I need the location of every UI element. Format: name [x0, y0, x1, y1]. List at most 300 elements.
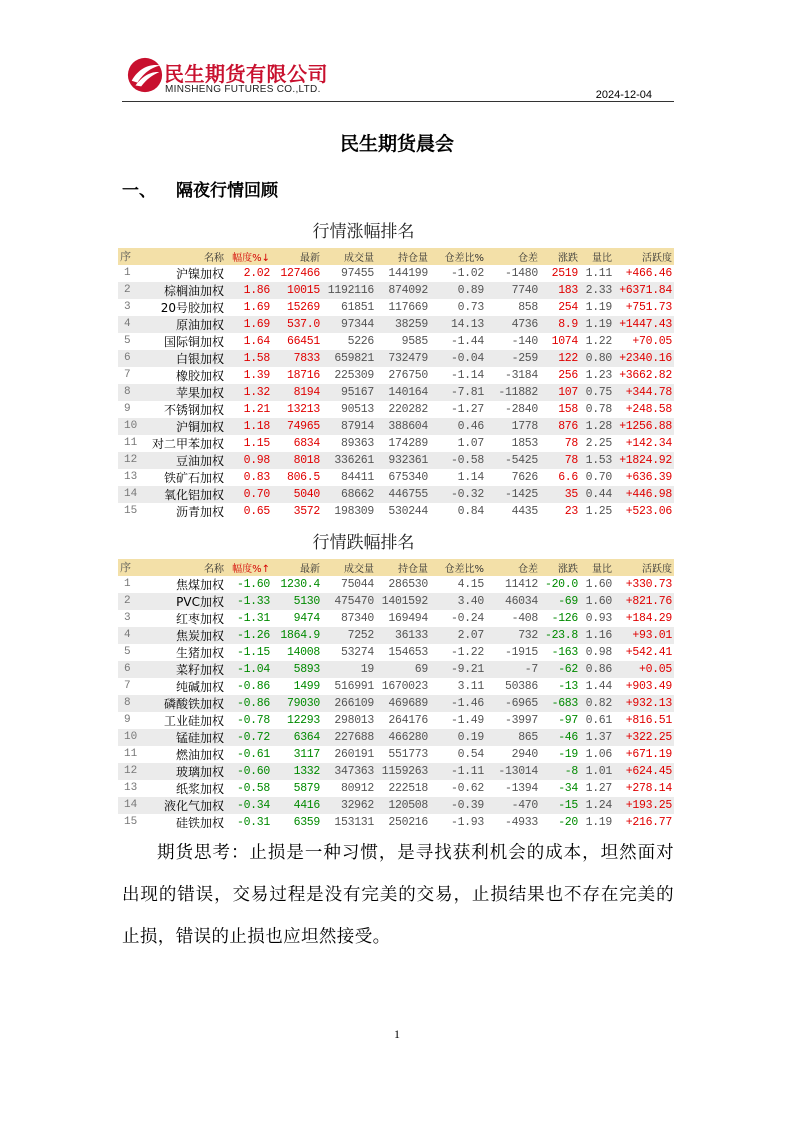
gainers-cell-volume: 89363 — [340, 436, 374, 450]
losers-cell-change-pct: -1.31 — [236, 611, 270, 625]
gainers-cell-latest: 13213 — [286, 402, 320, 416]
losers-cell-open-interest: 36133 — [376, 627, 430, 644]
page-number: 1 — [394, 1027, 400, 1041]
losers-cell-volume: 7252 — [322, 627, 376, 644]
gainers-cell-oi-change-pct: -1.44 — [450, 334, 484, 348]
table-row — [118, 814, 674, 831]
table-row — [118, 401, 674, 418]
gainers-header-price-change: 涨跌 — [540, 248, 580, 265]
gainers-cell-name: 沪铜加权 — [142, 418, 226, 435]
table-row — [118, 644, 674, 661]
gainers-cell-price-change: 35 — [540, 486, 580, 503]
minsheng-logo-icon — [126, 56, 164, 94]
losers-header-change-pct: 幅度%↑ — [226, 559, 272, 576]
losers-cell-activity: +932.13 — [614, 695, 674, 712]
losers-cell-open-interest: 222518 — [388, 781, 428, 795]
gainers-cell-latest: 8194 — [272, 384, 322, 401]
losers-cell-oi-change-pct: -1.11 — [430, 763, 486, 780]
losers-cell-oi-change-pct: -1.46 — [430, 695, 486, 712]
gainers-cell-change-pct: 0.83 — [243, 470, 270, 484]
losers-cell-open-interest: 154653 — [388, 645, 428, 659]
gainers-cell-oi-change-pct: 0.46 — [430, 418, 486, 435]
table-row — [118, 503, 674, 520]
gainers-cell-activity: +1256.88 — [614, 418, 674, 435]
page-header — [122, 52, 674, 102]
losers-cell-activity: +624.45 — [614, 763, 674, 780]
losers-cell-activity: +816.51 — [625, 713, 672, 727]
losers-cell-name: 锰硅加权 — [142, 729, 226, 746]
gainers-cell-rank: 2 — [118, 282, 142, 299]
gainers-cell-activity: +344.78 — [614, 384, 674, 401]
losers-cell-latest: 3117 — [293, 747, 320, 761]
losers-cell-activity: +278.14 — [625, 781, 672, 795]
losers-cell-volume: 475470 — [322, 593, 376, 610]
table-row — [118, 299, 674, 316]
losers-cell-rank: 13 — [124, 782, 138, 795]
losers-cell-volume-ratio: 1.06 — [585, 747, 612, 761]
gainers-cell-open-interest: 174289 — [388, 436, 428, 450]
gainers-cell-name: 原油加权 — [142, 316, 226, 333]
gainers-cell-latest: 537.0 — [272, 316, 322, 333]
losers-cell-oi-change: -7 — [486, 661, 540, 678]
gainers-cell-name: 20号胶加权 — [160, 300, 224, 315]
losers-cell-change-pct: -1.26 — [226, 627, 272, 644]
gainers-cell-latest: 5040 — [272, 486, 322, 503]
gainers-cell-oi-change: -11882 — [486, 384, 540, 401]
losers-cell-open-interest: 1401592 — [376, 593, 430, 610]
losers-cell-volume-ratio: 1.19 — [585, 815, 612, 829]
losers-cell-change-pct: -0.60 — [226, 763, 272, 780]
losers-cell-change-pct: -0.86 — [236, 679, 270, 693]
losers-cell-volume-ratio: 0.86 — [580, 661, 614, 678]
losers-cell-price-change: -15 — [540, 797, 580, 814]
gainers-cell-price-change: 876 — [540, 418, 580, 435]
gainers-cell-oi-change: -3184 — [504, 368, 538, 382]
losers-cell-volume-ratio: 1.37 — [580, 729, 614, 746]
losers-cell-change-pct: -1.33 — [226, 593, 272, 610]
table-row — [118, 763, 674, 780]
losers-cell-volume-ratio: 0.98 — [585, 645, 612, 659]
gainers-cell-oi-change: 4736 — [486, 316, 540, 333]
losers-header-volume: 成交量 — [322, 559, 376, 576]
gainers-cell-activity: +636.39 — [625, 470, 672, 484]
gainers-cell-change-pct: 1.64 — [243, 334, 270, 348]
losers-cell-latest: 14008 — [286, 645, 320, 659]
losers-cell-activity: +330.73 — [625, 577, 672, 591]
losers-cell-latest: 9474 — [293, 611, 320, 625]
losers-cell-change-pct: -0.31 — [236, 815, 270, 829]
table-row — [118, 678, 674, 695]
losers-cell-volume-ratio: 1.60 — [585, 577, 612, 591]
losers-cell-name: 燃油加权 — [175, 747, 224, 762]
losers-header-oi-change-pct: 仓差比% — [430, 559, 486, 576]
gainers-cell-open-interest: 446755 — [376, 486, 430, 503]
gainers-cell-oi-change: 1853 — [511, 436, 538, 450]
gainers-cell-oi-change-pct: -0.32 — [430, 486, 486, 503]
gainers-cell-activity: +466.46 — [625, 266, 672, 280]
table-row — [118, 627, 674, 644]
losers-cell-rank: 12 — [118, 763, 142, 780]
gainers-cell-price-change: 6.6 — [558, 470, 578, 484]
gainers-cell-oi-change-pct: 0.84 — [457, 504, 484, 518]
losers-cell-name: 红枣加权 — [175, 611, 224, 626]
gainers-cell-rank: 9 — [124, 403, 131, 416]
gainers-cell-oi-change-pct: -1.14 — [450, 368, 484, 382]
losers-cell-latest: 5130 — [272, 593, 322, 610]
losers-cell-name: 纯碱加权 — [175, 679, 224, 694]
gainers-cell-rank: 7 — [124, 369, 131, 382]
gainers-cell-change-pct: 2.02 — [243, 266, 270, 280]
gainers-cell-name: 氧化铝加权 — [142, 486, 226, 503]
gainers-cell-change-pct: 1.15 — [243, 436, 270, 450]
losers-cell-volume: 87340 — [340, 611, 374, 625]
losers-cell-volume: 347363 — [322, 763, 376, 780]
losers-cell-rank: 9 — [124, 714, 131, 727]
losers-cell-activity: +184.29 — [625, 611, 672, 625]
gainers-cell-oi-change-pct: -0.58 — [430, 452, 486, 469]
losers-cell-latest: 1864.9 — [272, 627, 322, 644]
gainers-table — [118, 248, 674, 520]
gainers-cell-oi-change: -5425 — [486, 452, 540, 469]
gainers-cell-latest: 10015 — [272, 282, 322, 299]
losers-cell-activity: +93.01 — [614, 627, 674, 644]
losers-cell-oi-change: 732 — [486, 627, 540, 644]
table-row — [118, 282, 674, 299]
gainers-cell-activity: +1824.92 — [614, 452, 674, 469]
gainers-cell-name: 对二甲苯加权 — [151, 436, 224, 451]
losers-cell-rank: 7 — [124, 680, 131, 693]
gainers-header-activity: 活跃度 — [614, 248, 674, 265]
losers-cell-volume: 266109 — [322, 695, 376, 712]
gainers-header-oi-change-pct: 仓差比% — [430, 248, 486, 265]
gainers-cell-volume-ratio: 2.25 — [585, 436, 612, 450]
losers-cell-latest: 1332 — [272, 763, 322, 780]
gainers-cell-rank: 15 — [124, 505, 138, 518]
gainers-cell-oi-change: 7740 — [486, 282, 540, 299]
gainers-cell-volume-ratio: 1.53 — [580, 452, 614, 469]
gainers-cell-volume-ratio: 0.75 — [580, 384, 614, 401]
table-row — [118, 316, 674, 333]
gainers-cell-name: 棕榈油加权 — [142, 282, 226, 299]
gainers-cell-rank: 4 — [118, 316, 142, 333]
gainers-cell-change-pct: 1.21 — [243, 402, 270, 416]
gainers-cell-volume: 68662 — [322, 486, 376, 503]
gainers-cell-oi-change: 4435 — [511, 504, 538, 518]
table-row — [118, 729, 674, 746]
gainers-cell-volume: 90513 — [340, 402, 374, 416]
losers-cell-price-change: -19 — [558, 747, 578, 761]
losers-cell-name: 硅铁加权 — [175, 815, 224, 830]
gainers-cell-price-change: 78 — [540, 452, 580, 469]
futures-thought-paragraph: 期货思考：止损是一种习惯，是寻找获利机会的成本，坦然面对出现的错误，交易过程是没有完美的交易，止损结果也不存在完美的止损，错误的止损也应坦然接受。 — [122, 843, 674, 947]
losers-cell-activity: +0.05 — [614, 661, 674, 678]
losers-cell-oi-change: -13014 — [486, 763, 540, 780]
gainers-cell-activity: +248.58 — [625, 402, 672, 416]
losers-cell-latest: 6364 — [272, 729, 322, 746]
losers-cell-name: 磷酸铁加权 — [142, 695, 226, 712]
losers-cell-price-change: -46 — [540, 729, 580, 746]
losers-cell-oi-change-pct: -0.62 — [450, 781, 484, 795]
losers-cell-change-pct: -0.78 — [236, 713, 270, 727]
gainers-cell-change-pct: 0.65 — [243, 504, 270, 518]
losers-cell-name: 玻璃加权 — [142, 763, 226, 780]
losers-cell-name: 焦煤加权 — [175, 577, 224, 592]
losers-cell-oi-change: 865 — [486, 729, 540, 746]
gainers-cell-oi-change-pct: 1.07 — [457, 436, 484, 450]
gainers-cell-oi-change: 7626 — [511, 470, 538, 484]
gainers-cell-open-interest: 874092 — [376, 282, 430, 299]
gainers-header-latest: 最新 — [272, 248, 322, 265]
company-name-en: MINSHENG FUTURES CO.,LTD. — [165, 84, 321, 95]
table-row — [118, 712, 674, 729]
losers-cell-open-interest: 69 — [376, 661, 430, 678]
losers-cell-open-interest: 120508 — [376, 797, 430, 814]
gainers-cell-volume: 336261 — [322, 452, 376, 469]
losers-cell-activity: +216.77 — [625, 815, 672, 829]
losers-cell-price-change: -8 — [540, 763, 580, 780]
gainers-header-name: 名称 — [142, 248, 226, 265]
gainers-cell-volume-ratio: 0.80 — [580, 350, 614, 367]
table-row — [118, 486, 674, 503]
gainers-header-volume-ratio: 量比 — [580, 248, 614, 265]
losers-cell-oi-change-pct: -1.49 — [450, 713, 484, 727]
losers-cell-open-interest: 469689 — [376, 695, 430, 712]
table-row — [118, 265, 674, 282]
gainers-cell-volume: 95167 — [322, 384, 376, 401]
losers-cell-volume-ratio: 0.93 — [585, 611, 612, 625]
gainers-cell-change-pct: 1.58 — [226, 350, 272, 367]
gainers-cell-oi-change-pct: -0.04 — [430, 350, 486, 367]
losers-cell-rank: 3 — [124, 612, 131, 625]
losers-cell-activity: +903.49 — [625, 679, 672, 693]
gainers-cell-volume: 97344 — [322, 316, 376, 333]
losers-cell-price-change: -97 — [558, 713, 578, 727]
losers-cell-change-pct: -0.34 — [226, 797, 272, 814]
gainers-header-row — [118, 248, 674, 265]
losers-cell-activity: +322.25 — [614, 729, 674, 746]
losers-cell-oi-change: 50386 — [504, 679, 538, 693]
gainers-cell-oi-change: -140 — [511, 334, 538, 348]
losers-cell-price-change: -69 — [540, 593, 580, 610]
table-row — [118, 797, 674, 814]
gainers-cell-change-pct: 1.39 — [243, 368, 270, 382]
losers-cell-rank: 2 — [118, 593, 142, 610]
gainers-cell-name: 豆油加权 — [142, 452, 226, 469]
losers-cell-open-interest: 551773 — [388, 747, 428, 761]
gainers-cell-activity: +142.34 — [625, 436, 672, 450]
section-number: 一、 — [122, 181, 156, 201]
losers-cell-volume-ratio: 1.27 — [585, 781, 612, 795]
losers-cell-rank: 14 — [118, 797, 142, 814]
losers-cell-name: PVC加权 — [142, 593, 226, 610]
gainers-cell-latest: 7833 — [272, 350, 322, 367]
gainers-cell-rank: 1 — [124, 267, 131, 280]
losers-cell-rank: 4 — [118, 627, 142, 644]
losers-header-price-change: 涨跌 — [540, 559, 580, 576]
gainers-cell-price-change: 158 — [558, 402, 578, 416]
gainers-cell-latest: 806.5 — [286, 470, 320, 484]
losers-cell-change-pct: -1.60 — [236, 577, 270, 591]
section-title: 隔夜行情回顾 — [176, 181, 278, 201]
gainers-cell-name: 国际铜加权 — [163, 334, 224, 349]
losers-cell-open-interest: 250216 — [388, 815, 428, 829]
gainers-cell-name: 沪镍加权 — [175, 266, 224, 281]
gainers-cell-volume: 198309 — [334, 504, 374, 518]
table-row — [118, 367, 674, 384]
gainers-cell-name: 沥青加权 — [175, 504, 224, 519]
gainers-cell-name: 铁矿石加权 — [163, 470, 224, 485]
gainers-cell-change-pct: 0.70 — [226, 486, 272, 503]
losers-header-activity: 活跃度 — [614, 559, 674, 576]
gainers-cell-volume: 87914 — [322, 418, 376, 435]
table-row — [118, 350, 674, 367]
gainers-cell-change-pct: 1.18 — [226, 418, 272, 435]
losers-cell-volume-ratio: 1.16 — [580, 627, 614, 644]
losers-cell-volume: 153131 — [334, 815, 374, 829]
gainers-cell-rank: 5 — [124, 335, 131, 348]
losers-cell-change-pct: -0.86 — [226, 695, 272, 712]
gainers-cell-rank: 14 — [118, 486, 142, 503]
gainers-cell-price-change: 254 — [558, 300, 578, 314]
losers-cell-volume: 53274 — [340, 645, 374, 659]
gainers-cell-latest: 3572 — [293, 504, 320, 518]
gainers-cell-activity: +2340.16 — [614, 350, 674, 367]
losers-cell-change-pct: -1.04 — [226, 661, 272, 678]
losers-table-title: 行情跌幅排名 — [312, 533, 415, 553]
losers-cell-open-interest: 169494 — [388, 611, 428, 625]
losers-cell-change-pct: -0.58 — [236, 781, 270, 795]
gainers-cell-activity: +3662.82 — [619, 368, 672, 382]
gainers-cell-price-change: 1074 — [551, 334, 578, 348]
gainers-cell-volume: 225309 — [334, 368, 374, 382]
gainers-cell-latest: 15269 — [286, 300, 320, 314]
losers-header-row — [118, 559, 674, 576]
losers-cell-oi-change-pct: -1.22 — [450, 645, 484, 659]
gainers-cell-volume-ratio: 1.28 — [580, 418, 614, 435]
gainers-cell-change-pct: 1.69 — [243, 300, 270, 314]
gainers-cell-activity: +523.06 — [625, 504, 672, 518]
losers-cell-volume: 260191 — [334, 747, 374, 761]
losers-table — [118, 559, 674, 831]
gainers-cell-activity: +446.98 — [614, 486, 674, 503]
losers-cell-latest: 1499 — [293, 679, 320, 693]
gainers-cell-volume: 97455 — [340, 266, 374, 280]
gainers-cell-volume: 1192116 — [322, 282, 376, 299]
losers-cell-volume: 298013 — [334, 713, 374, 727]
gainers-cell-price-change: 107 — [540, 384, 580, 401]
gainers-cell-activity: +70.05 — [632, 334, 672, 348]
gainers-cell-open-interest: 38259 — [376, 316, 430, 333]
gainers-cell-oi-change: -1425 — [486, 486, 540, 503]
losers-table-body — [118, 576, 674, 831]
report-date: 2024-12-04 — [595, 89, 652, 101]
gainers-cell-name: 白银加权 — [142, 350, 226, 367]
gainers-cell-oi-change-pct: 0.73 — [457, 300, 484, 314]
gainers-cell-activity: +6371.84 — [614, 282, 674, 299]
gainers-header-rank: 序 — [118, 248, 142, 265]
losers-cell-price-change: -683 — [540, 695, 580, 712]
losers-cell-price-change: -126 — [551, 611, 578, 625]
losers-cell-volume-ratio: 1.24 — [580, 797, 614, 814]
gainers-cell-open-interest: 140164 — [376, 384, 430, 401]
gainers-cell-change-pct: 1.69 — [226, 316, 272, 333]
gainers-cell-price-change: 23 — [564, 504, 578, 518]
gainers-cell-oi-change-pct: 14.13 — [430, 316, 486, 333]
table-row — [118, 576, 674, 593]
gainers-cell-volume: 84411 — [340, 470, 374, 484]
gainers-cell-rank: 13 — [124, 471, 138, 484]
losers-cell-change-pct: -0.61 — [236, 747, 270, 761]
gainers-cell-latest: 127466 — [280, 266, 320, 280]
gainers-header-open-interest: 持仓量 — [376, 248, 430, 265]
losers-cell-rank: 10 — [118, 729, 142, 746]
gainers-cell-name: 苹果加权 — [142, 384, 226, 401]
gainers-cell-price-change: 8.9 — [540, 316, 580, 333]
losers-cell-price-change: -34 — [558, 781, 578, 795]
losers-cell-open-interest: 264176 — [388, 713, 428, 727]
gainers-cell-activity: +751.73 — [625, 300, 672, 314]
losers-cell-open-interest: 1670023 — [381, 679, 428, 693]
gainers-cell-latest: 8018 — [272, 452, 322, 469]
gainers-cell-change-pct: 0.98 — [226, 452, 272, 469]
losers-cell-price-change: -13 — [558, 679, 578, 693]
losers-cell-oi-change-pct: -1.93 — [450, 815, 484, 829]
losers-cell-volume-ratio: 1.60 — [580, 593, 614, 610]
gainers-cell-oi-change-pct: -1.02 — [450, 266, 484, 280]
losers-cell-volume: 227688 — [322, 729, 376, 746]
gainers-table-title: 行情涨幅排名 — [312, 222, 415, 242]
gainers-cell-oi-change: -1480 — [504, 266, 538, 280]
gainers-cell-open-interest: 9585 — [401, 334, 428, 348]
losers-cell-rank: 1 — [124, 578, 131, 591]
gainers-cell-rank: 3 — [124, 301, 131, 314]
losers-cell-oi-change: -4933 — [504, 815, 538, 829]
gainers-cell-volume-ratio: 1.19 — [585, 300, 612, 314]
gainers-cell-volume-ratio: 1.25 — [585, 504, 612, 518]
gainers-cell-latest: 6834 — [293, 436, 320, 450]
company-name-cn: 民生期货有限公司 — [164, 62, 328, 86]
losers-cell-rank: 6 — [118, 661, 142, 678]
table-row — [118, 610, 674, 627]
table-row — [118, 469, 674, 486]
losers-cell-activity: +542.41 — [625, 645, 672, 659]
losers-cell-latest: 5879 — [293, 781, 320, 795]
gainers-cell-oi-change-pct: -7.81 — [430, 384, 486, 401]
gainers-cell-latest: 74965 — [272, 418, 322, 435]
losers-cell-volume: 32962 — [322, 797, 376, 814]
losers-header-open-interest: 持仓量 — [376, 559, 430, 576]
gainers-header-oi-change: 仓差 — [486, 248, 540, 265]
gainers-cell-volume: 659821 — [322, 350, 376, 367]
gainers-table-body — [118, 265, 674, 520]
losers-cell-oi-change-pct: 0.54 — [457, 747, 484, 761]
table-row — [118, 593, 674, 610]
table-row — [118, 661, 674, 678]
losers-cell-activity: +671.19 — [625, 747, 672, 761]
losers-cell-name: 液化气加权 — [142, 797, 226, 814]
gainers-cell-rank: 11 — [124, 437, 138, 450]
table-row — [118, 333, 674, 350]
losers-cell-oi-change: -1394 — [504, 781, 538, 795]
losers-cell-latest: 1230.4 — [280, 577, 320, 591]
gainers-cell-volume-ratio: 1.22 — [585, 334, 612, 348]
losers-cell-price-change: -163 — [551, 645, 578, 659]
losers-cell-price-change: -20 — [558, 815, 578, 829]
losers-cell-volume-ratio: 0.82 — [580, 695, 614, 712]
gainers-cell-oi-change: -259 — [486, 350, 540, 367]
table-row — [118, 695, 674, 712]
losers-cell-latest: 4416 — [272, 797, 322, 814]
